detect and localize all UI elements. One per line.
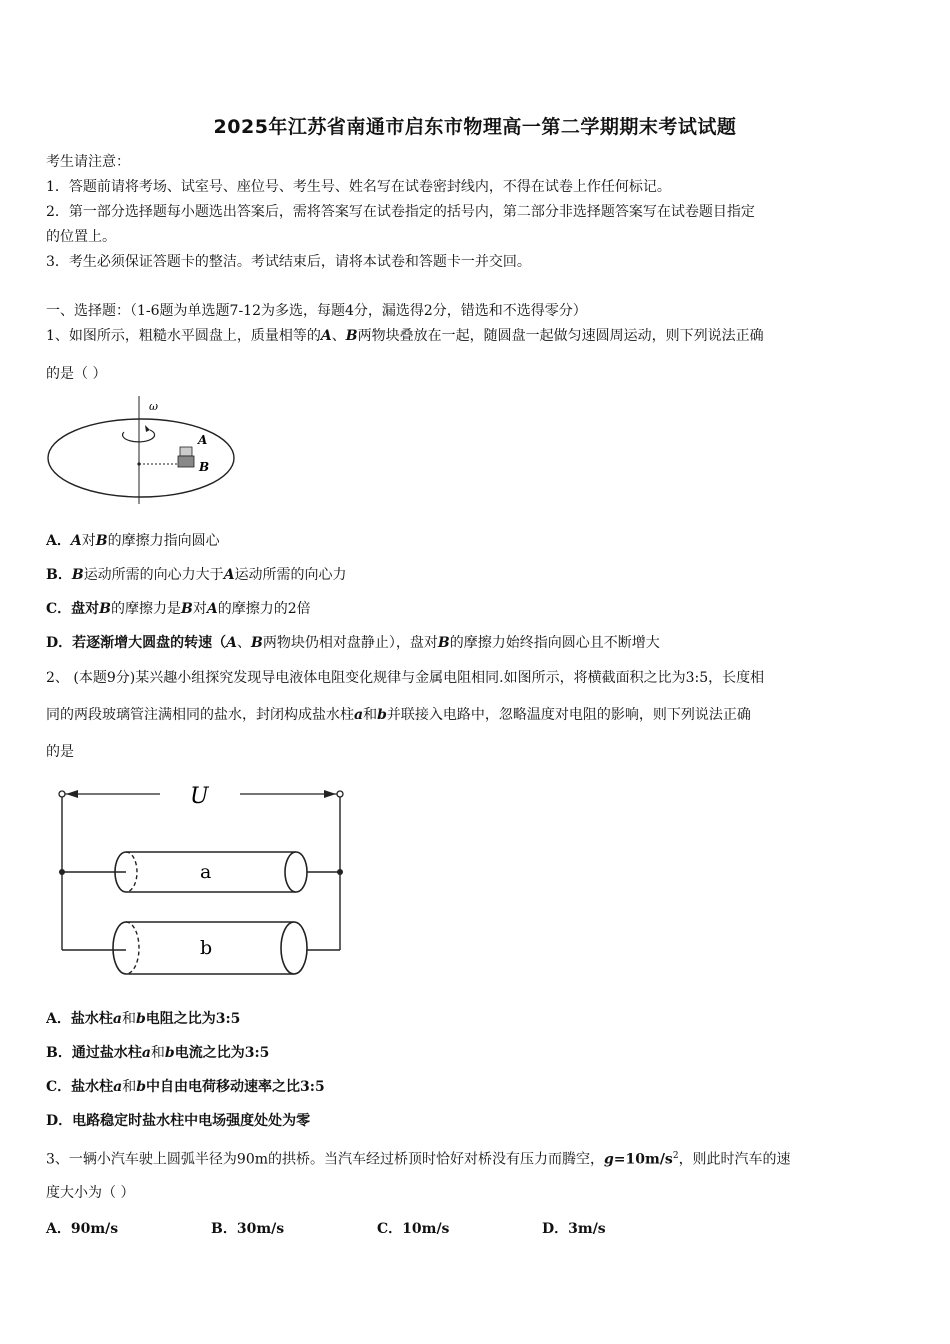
q2-option-c: C．盐水柱a和b中自由电荷移动速率之比3:5 bbox=[46, 1079, 325, 1095]
q1-option-c: C．盘对B的摩擦力是B对A的摩擦力的2倍 bbox=[46, 601, 311, 617]
q1-stem-text: 1、如图所示，粗糙水平圆盘上，质量相等的 bbox=[46, 328, 321, 344]
q1-var-b: B bbox=[345, 328, 358, 344]
q1-stem bbox=[46, 326, 908, 346]
q3-options bbox=[46, 1218, 746, 1238]
q1-option-b: B．B运动所需的向心力大于A运动所需的向心力 bbox=[46, 567, 347, 583]
q2-stem-line1: 2、 (本题9分)某兴趣小组探究发现导电液体电阻变化规律与金属电阻相同.如图所示，将横截面积之比为3:5，长度相 bbox=[46, 670, 765, 686]
q1-stem-line2: 的是（ ） bbox=[46, 366, 107, 382]
rotation-arrowhead bbox=[145, 425, 150, 432]
page-title: 2025年江苏省南通市启东市物理高一第二学期期末考试试题 bbox=[213, 116, 737, 138]
disk-center bbox=[137, 462, 140, 465]
q2-option-a: A．盐水柱a和b电阻之比为3:5 bbox=[46, 1011, 241, 1027]
u-arrowhead-right bbox=[324, 790, 336, 798]
notice-item-2: 2．第一部分选择题每小题选出答案后，需将答案写在试卷指定的括号内，第二部分非选择题答案写在试卷题目指定 bbox=[46, 204, 755, 220]
u-arrowhead-left bbox=[66, 790, 78, 798]
q2-circuit-figure bbox=[54, 780, 354, 980]
q1-stem-text: 两物块叠放在一起，随圆盘一起做匀速圆周运动，则下列说法正确 bbox=[357, 328, 764, 344]
q1-option-a: A．A对B的摩擦力指向圆心 bbox=[46, 533, 220, 549]
tube-a-label: a bbox=[200, 861, 212, 883]
tube-a-right-end bbox=[285, 852, 307, 892]
omega-label: ω bbox=[149, 400, 158, 413]
section-heading: 一、选择题：（1-6题为单选题7-12为多选，每题4分，漏选得2分，错选和不选得零分） bbox=[46, 303, 587, 319]
q3-option-b: B．30m/s bbox=[211, 1221, 285, 1237]
notice-item-3: 3．考生必须保证答题卡的整洁。考试结束后，请将本试卷和答题卡一并交回。 bbox=[46, 254, 531, 270]
q1-stem-text: 、 bbox=[331, 328, 346, 344]
label-b: B bbox=[199, 460, 210, 474]
q3-option-a: A．90m/s bbox=[46, 1221, 119, 1237]
voltage-label: U bbox=[190, 784, 209, 809]
left-terminal bbox=[59, 791, 65, 797]
notice-item-1: 1．答题前请将考场、试室号、座位号、考生号、姓名写在试卷密封线内，不得在试卷上作任何标记。 bbox=[46, 179, 671, 195]
tube-b-right-end bbox=[281, 922, 307, 974]
notice-heading: 考生请注意： bbox=[46, 154, 130, 170]
q3-stem-line1: 3、一辆小汽车驶上圆弧半径为90m的拱桥。当汽车经过桥顶时恰好对桥没有压力而腾空，$g=10m/s^2$，则此时汽车的速 bbox=[46, 1151, 791, 1168]
tube-a-left-hidden bbox=[126, 852, 137, 892]
tube-b-left-end bbox=[113, 922, 126, 974]
q2-stem-line2: 同的两段玻璃管注满相同的盐水，封闭构成盐水柱a和b并联接入电路中，忽略温度对电阻的影响，则下列说法正确 bbox=[46, 707, 751, 723]
right-terminal bbox=[337, 791, 343, 797]
q1-option-d: D．若逐渐增大圆盘的转速（A、B两物块仍相对盘静止），盘对B的摩擦力始终指向圆心且不断增大 bbox=[46, 635, 660, 651]
q2-option-d: D．电路稳定时盐水柱中电场强度处处为零 bbox=[46, 1113, 311, 1129]
q3-option-c: C．10m/s bbox=[377, 1221, 450, 1237]
disk-ellipse bbox=[48, 419, 234, 497]
block-a bbox=[180, 447, 192, 456]
label-a: A bbox=[198, 433, 208, 447]
q1-var-a: A bbox=[320, 328, 332, 344]
notice-item-2-cont: 的位置上。 bbox=[46, 229, 116, 245]
q2-stem-line3: 的是 bbox=[46, 744, 74, 760]
q2-option-b: B．通过盐水柱a和b电流之比为3:5 bbox=[46, 1045, 270, 1061]
q1-disk-figure bbox=[44, 392, 240, 510]
q3-stem-line2: 度大小为（ ） bbox=[46, 1185, 135, 1201]
block-b bbox=[178, 456, 194, 467]
tube-b-label: b bbox=[200, 937, 213, 959]
tube-b-left-hidden bbox=[126, 922, 139, 974]
q3-option-d: D．3m/s bbox=[542, 1221, 606, 1237]
